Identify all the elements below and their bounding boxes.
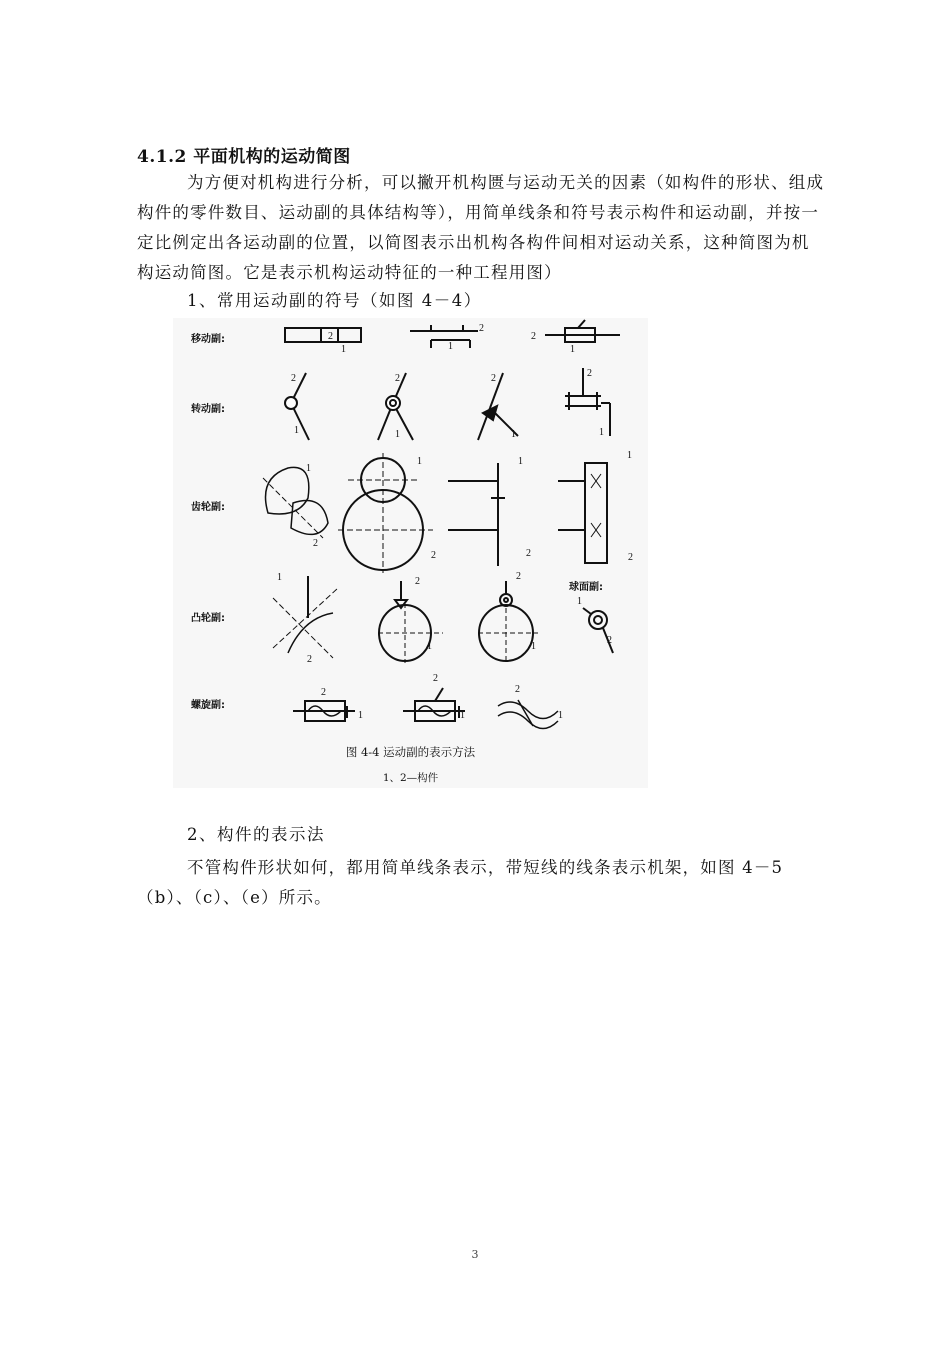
label-1: 1	[294, 425, 299, 436]
label-1: 1	[577, 596, 582, 607]
section-heading: 4.1.2 平面机构的运动简图	[137, 147, 351, 167]
label-1: 1	[427, 641, 432, 652]
row-label-cam: 凸轮副:	[191, 613, 225, 624]
sphere-pair-label: 球面副:	[569, 582, 603, 593]
item-2-paragraph	[137, 853, 827, 913]
label-2: 2	[433, 673, 438, 684]
label-1: 1	[627, 450, 632, 461]
label-1: 1	[358, 710, 363, 721]
revolute-pair-symbols	[285, 368, 610, 440]
part-number-labels	[277, 323, 633, 721]
label-2: 2	[526, 548, 531, 559]
kinematic-pair-symbols	[173, 318, 648, 788]
row-label-screw: 螺旋副:	[191, 700, 225, 711]
label-1: 1	[417, 456, 422, 467]
label-2: 2	[313, 538, 318, 549]
label-1: 1	[511, 429, 516, 440]
intro-text: 为方便对机构进行分析，可以撇开机构匮与运动无关的因素（如构件的形状、组成构件的零件数目、运动副的具体结构等），用简单线条和符号表示构件和运动副，并按一定比例定出各运动副的位置，以简图表示出机构各构件间相对运动关系，这种简图为机构运动简图。它是表示机构运动特征的一种工程用图）	[137, 173, 825, 282]
label-1: 1	[448, 341, 453, 352]
label-1: 1	[518, 456, 523, 467]
label-2: 2	[291, 373, 296, 384]
label-2: 2	[628, 552, 633, 563]
label-1: 1	[570, 344, 575, 355]
cam-pair-symbols	[273, 576, 613, 663]
label-2: 2	[516, 571, 521, 582]
label-2: 2	[415, 576, 420, 587]
label-1: 1	[558, 710, 563, 721]
label-2: 2	[491, 373, 496, 384]
figure-4-4	[173, 318, 648, 788]
row-label-revolute: 转动副:	[191, 404, 225, 415]
label-1: 1	[599, 427, 604, 438]
label-1: 1	[306, 463, 311, 474]
label-2: 2	[307, 654, 312, 665]
label-2: 2	[607, 635, 612, 646]
label-1: 1	[531, 641, 536, 652]
label-2: 2	[531, 331, 536, 342]
label-2: 2	[328, 331, 333, 342]
label-2: 2	[431, 550, 436, 561]
label-1: 1	[277, 572, 282, 583]
label-1: 1	[460, 710, 465, 721]
row-label-prismatic: 移动副:	[191, 334, 225, 345]
item-2-text: 不管构件形状如何，都用简单线条表示，带短线的线条表示机架，如图 4－5（b）、（c）、（e）所示。	[137, 858, 784, 907]
figure-subcaption: 1、2—构件	[382, 772, 439, 784]
label-2: 2	[395, 373, 400, 384]
intro-paragraph	[137, 168, 827, 288]
page-number: 3	[471, 1248, 479, 1261]
label-2: 2	[587, 368, 592, 379]
label-2: 2	[515, 684, 520, 695]
item-2-heading: 2、构件的表示法	[187, 825, 325, 844]
row-label-gear: 齿轮副:	[191, 502, 225, 513]
label-2: 2	[321, 687, 326, 698]
label-2: 2	[479, 323, 484, 334]
label-1: 1	[341, 344, 346, 355]
label-1: 1	[395, 429, 400, 440]
item-1-heading: 1、常用运动副的符号（如图 4－4）	[187, 291, 482, 310]
figure-caption: 图 4-4 运动副的表示方法	[345, 745, 476, 759]
